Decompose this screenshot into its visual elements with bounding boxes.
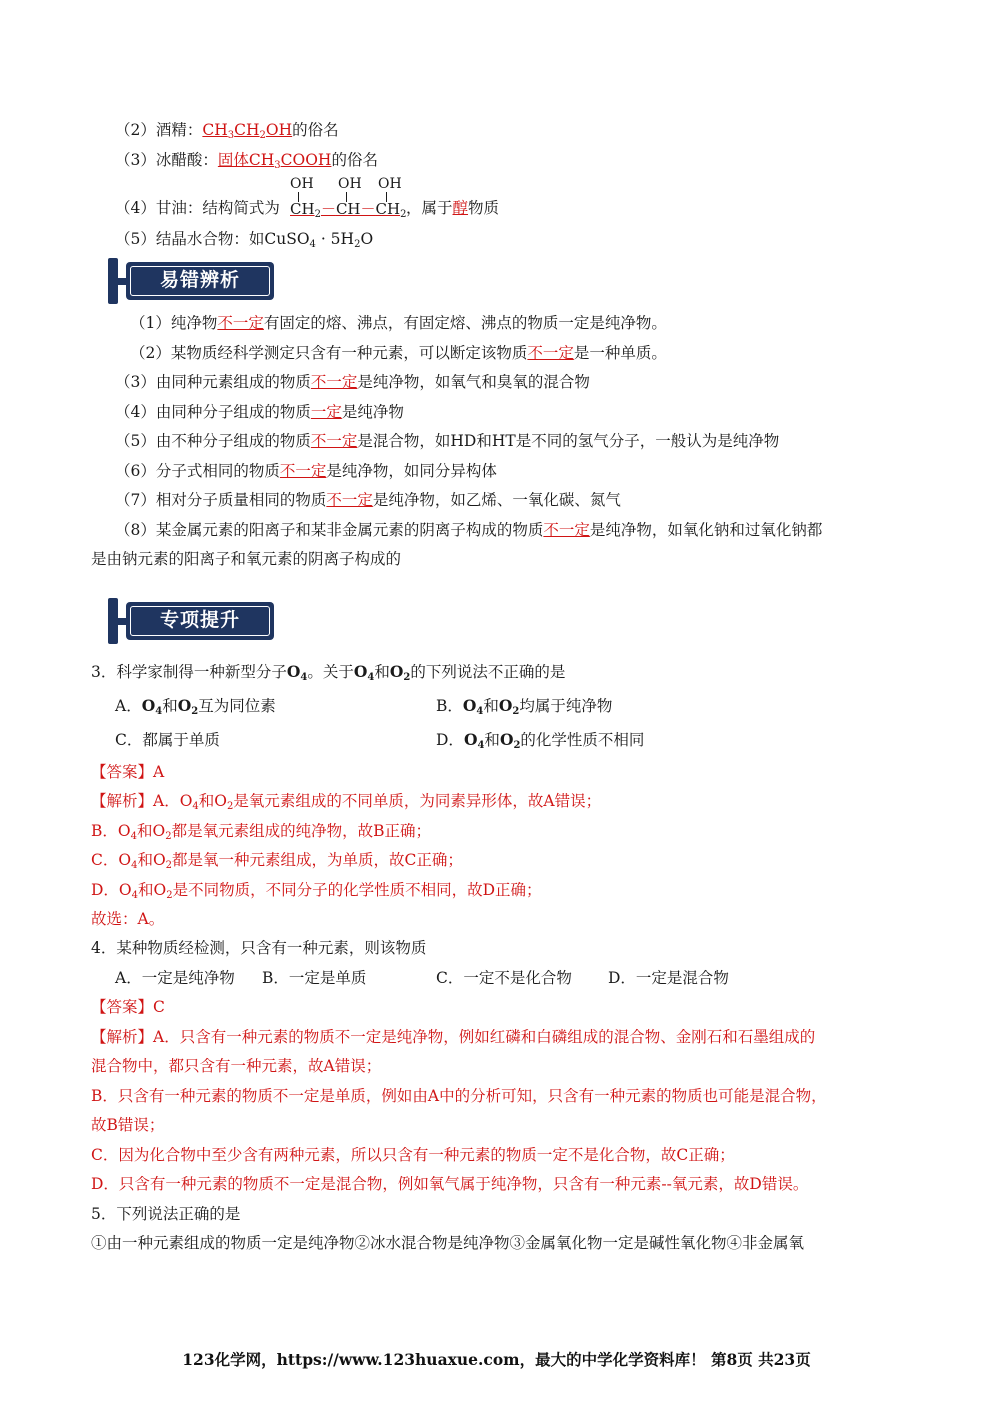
mistake-6: （6）分子式相同的物质不一定是纯净物，如同分异构体 (115, 462, 497, 480)
page-footer: 123化学网，https://www.123huaxue.com，最大的中学化学资料库！ 第8页 共23页 (182, 1350, 811, 1369)
question-4-option-c: C．一定不是化合物 (436, 969, 572, 987)
question-3-option-b: B．$O_4$和$O_2$均属于纯净物 (436, 696, 613, 717)
question-3-analysis-c: C．$O_4$和$O_2$都是氧一种元素组成，为单质，故C正确； (91, 851, 463, 871)
item-crystal-hydrate: （5）结晶水合物：如CuSO$_4$ · $5H_2O$ (115, 230, 374, 250)
question-3-analysis-b: B．$O_4$和$O_2$都是氧元素组成的纯净物，故B正确； (91, 822, 431, 842)
question-3-option-a: A．$O_4$和$O_2$互为同位素 (115, 696, 276, 717)
question-4-option-d: D．一定是混合物 (608, 969, 729, 987)
question-3-option-d: D．$O_4$和$O_2$的化学性质不相同 (436, 730, 645, 751)
question-3-conclusion: 故选：A。 (91, 910, 165, 928)
question-4-analysis-d: D．只含有一种元素的物质不一定是混合物，例如氧气属于纯净物，只含有一种元素--氧元素，故D错误。 (91, 1175, 809, 1193)
mistake-3: （3）由同种元素组成的物质不一定是纯净物，如氧气和臭氧的混合物 (115, 373, 590, 391)
mistake-4: （4）由同种分子组成的物质一定是纯净物 (115, 403, 404, 421)
mistake-2: （2）某物质经科学测定只含有一种元素，可以断定该物质不一定是一种单质。 (130, 344, 667, 362)
glycerol-classification: ，属于醇物质 (406, 199, 500, 217)
question-4-analysis-a: 【解析】A．只含有一种元素的物质不一定是纯净物，例如红磷和白磷组成的混合物、金刚石和石墨组成的 (91, 1028, 816, 1046)
question-4-analysis-a-continued: 混合物中，都只含有一种元素，故A错误； (91, 1057, 382, 1075)
section-banner-common-mistakes: 易错辨析 (108, 258, 268, 304)
question-4-analysis-b: B．只含有一种元素的物质不一定是单质，例如由A中的分析可知，只含有一种元素的物质也可能是混合物， (91, 1087, 827, 1105)
mistake-1: （1）纯净物不一定有固定的熔、沸点，有固定熔、沸点的物质一定是纯净物。 (130, 314, 667, 332)
question-3-analysis-d: D．$O_4$和$O_2$是不同物质，不同分子的化学性质不相同，故D正确； (91, 881, 542, 901)
mistake-8-continued: 是由钠元素的阳离子和氧元素的阴离子构成的 (91, 550, 402, 568)
item-glycerol: （4）甘油：结构简式为 (115, 199, 280, 217)
question-3-stem: 3．科学家制得一种新型分子$O_4$。关于$O_4$和$O_2$的下列说法不正确的是 (91, 662, 566, 683)
question-4-stem: 4．某种物质经检测，只含有一种元素，则该物质 (91, 939, 427, 957)
section-banner-practice: 专项提升 (108, 598, 268, 644)
mistake-8: （8）某金属元素的阳离子和某非金属元素的阴离子构成的物质不一定是纯净物，如氧化钠和过氧化钠都 (115, 521, 823, 539)
question-5-stem: 5．下列说法正确的是 (91, 1205, 241, 1223)
question-4-answer: 【答案】C (91, 998, 165, 1016)
question-3-answer: 【答案】A (91, 763, 165, 781)
item-alcohol: （2）酒精：$CH_3CH_2OH$的俗名 (115, 121, 339, 141)
question-4-option-b: B．一定是单质 (262, 969, 367, 987)
mistake-7: （7）相对分子质量相同的物质不一定是纯净物，如乙烯、一氧化碳、氮气 (115, 491, 621, 509)
question-3-analysis-a: 【解析】A．$O_4$和$O_2$是氧元素组成的不同单质，为同素异形体，故A错误； (91, 792, 602, 812)
mistake-5: （5）由不种分子组成的物质不一定是混合物，如HD和HT是不同的氢气分子，一般认为是纯净物 (115, 432, 780, 450)
question-4-option-a: A．一定是纯净物 (115, 969, 235, 987)
item-glacial-acetic-acid: （3）冰醋酸：固体$CH_3COOH$的俗名 (115, 151, 378, 171)
question-5-statements: ①由一种元素组成的物质一定是纯净物②冰水混合物是纯净物③金属氧化物一定是碱性氧化物④非金属氧 (91, 1234, 805, 1252)
question-3-option-c: C．都属于单质 (115, 731, 220, 749)
question-4-analysis-b-continued: 故B错误； (91, 1116, 165, 1134)
question-4-analysis-c: C．因为化合物中至少含有两种元素，所以只含有一种元素的物质一定不是化合物，故C正确； (91, 1146, 735, 1164)
